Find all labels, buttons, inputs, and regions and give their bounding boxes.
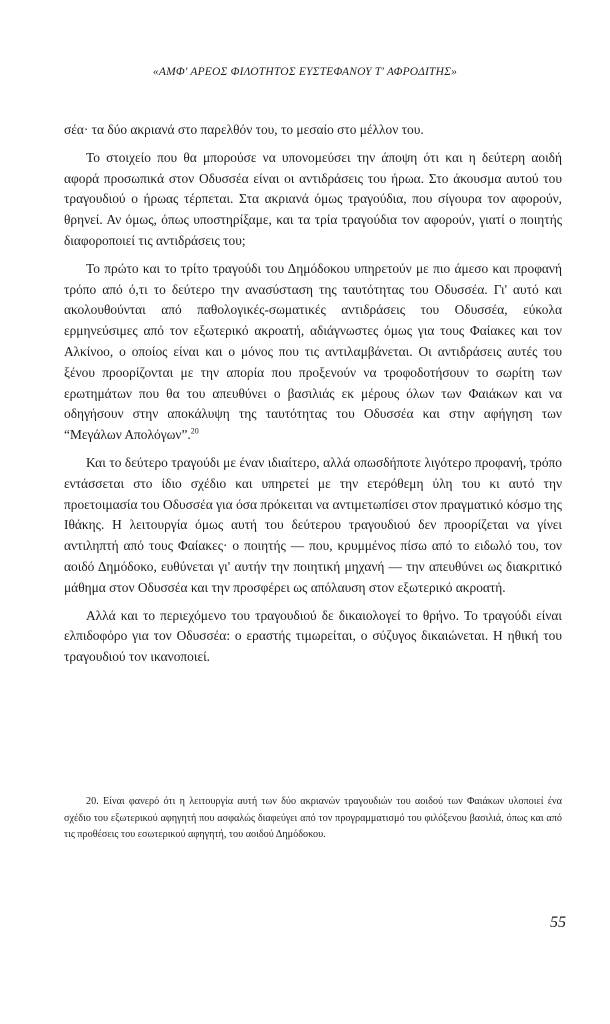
page-number: 55: [550, 914, 566, 931]
paragraph-2: Το στοιχείο που θα μπορούσε να υπονομεύσει την άποψη ότι και η δεύτερη αοιδή αφορά προσωπικά στον Οδυσσέα είναι οι αντιδράσεις του ήρωα. Στο άκουσμα αυτού του τραγουδιού ο ήρωας τέρπεται. Στα ακριανά όμως τραγούδια, που σίγουρα τον αφορούν, θρηνεί. Αν όμως, όπως υποστηρίξαμε, και τα τρία τραγούδια τον αφορούν, γιατί ο ποιητής διαφοροποιεί τις αντιδράσεις του;: [64, 149, 562, 248]
footnote: [64, 794, 562, 844]
paragraph-1: σέα· τα δύο ακριανά στο παρελθόν του, το μεσαίο στο μέλλον του.: [64, 122, 424, 137]
paragraph-4: Και το δεύτερο τραγούδι με έναν ιδιαίτερο, αλλά οπωσδήποτε λιγότερο προφανή, τρόπο εντάσσεται στο ίδιο σχέδιο και υπηρετεί με την ετερόθεμη ύλη του κι αυτό την προετοιμασία του Οδυσσέα για όσα πρόκειται να αντιμετωπίσει στον πραγματικό κόσμο της Ιθάκης. Η λειτουργία όμως αυτή του δεύτερου τραγουδιού δεν προορίζεται να γίνει αντιληπτή από τους Φαίακες· ο ποιητής — που, κρυμμένος πίσω από το ειδωλό του, τον αοιδό Δημόδοκο, ευθύνεται γι' αυτήν την ποιητική μηχανή — την απευθύνει ως διακριτικό μάθημα στον Οδυσσέα και την προσφέρει ως απόλαυση στον εξωτερικό ακροατή.: [64, 454, 562, 595]
paragraph-5: Αλλά και το περιεχόμενο του τραγουδιού δε δικαιολογεί το θρήνο. Το τραγούδι είναι ελπιδοφόρο για τον Οδυσσέα: ο εραστής τιμωρείται, ο σύζυγος δικαιώνεται. Η ηθική του τραγουδιού τον ικανοποιεί.: [64, 607, 562, 665]
footnote-marker[interactable]: 20: [190, 426, 199, 436]
running-head: «ΑΜΦ' ΑΡΕΟΣ ΦΙΛΟΤΗΤΟΣ ΕΥΣΤΕΦΑΝΟΥ Τ' ΑΦΡΟΔΙΤΗΣ»: [152, 66, 458, 78]
paragraph-3-text: Το πρώτο και το τρίτο τραγούδι του Δημόδοκου υπηρετούν με πιο άμεσο και προφανή τρόπο από ό,τι το δεύτερο την ανασύσταση της ταυτότητας του Οδυσσέα. Γι' αυτό και ακολουθούνται από παθολογικές-σωματικές αντιδράσεις του Οδυσσέα, εύκολα ερμηνεύσιμες από τον εξωτερικό ακροατή, αδιάγνωστες όμως για τους Φαίακες και τον Αλκίνοο, ο οποίος είναι και ο μόνος που τις αντιλαμβάνεται. Οι αντιδράσεις αυτές του ξένου προορίζονται με την απορία που προξενούν να τροφοδοτήσουν το σωρίτη των ερωτημάτων που θα του απευθύνει ο βασιλιάς εκ μέρους όλων των Φαιάκων και να οδηγήσουν στην αποκάλυψη της ταυτότητας του Οδυσσέα και στην αφήγηση των “Μεγάλων Απολόγων”.: [64, 260, 562, 443]
paragraph-3: [64, 259, 562, 446]
body-text: [64, 120, 562, 675]
footnote-20: 20. Είναι φανερό ότι η λειτουργία αυτή των δύο ακριανών τραγουδιών του αοιδού των Φαιάκων υλοποιεί ένα σχέδιο του εξωτερικού αφηγητή που ασφαλώς διαφεύγει από τον προγραμματισμό του φιλόξενου βασιλιά, όπως και από τις προθέσεις του εσωτερικού αφηγητή, του αοιδού Δημόδοκου.: [64, 796, 562, 841]
